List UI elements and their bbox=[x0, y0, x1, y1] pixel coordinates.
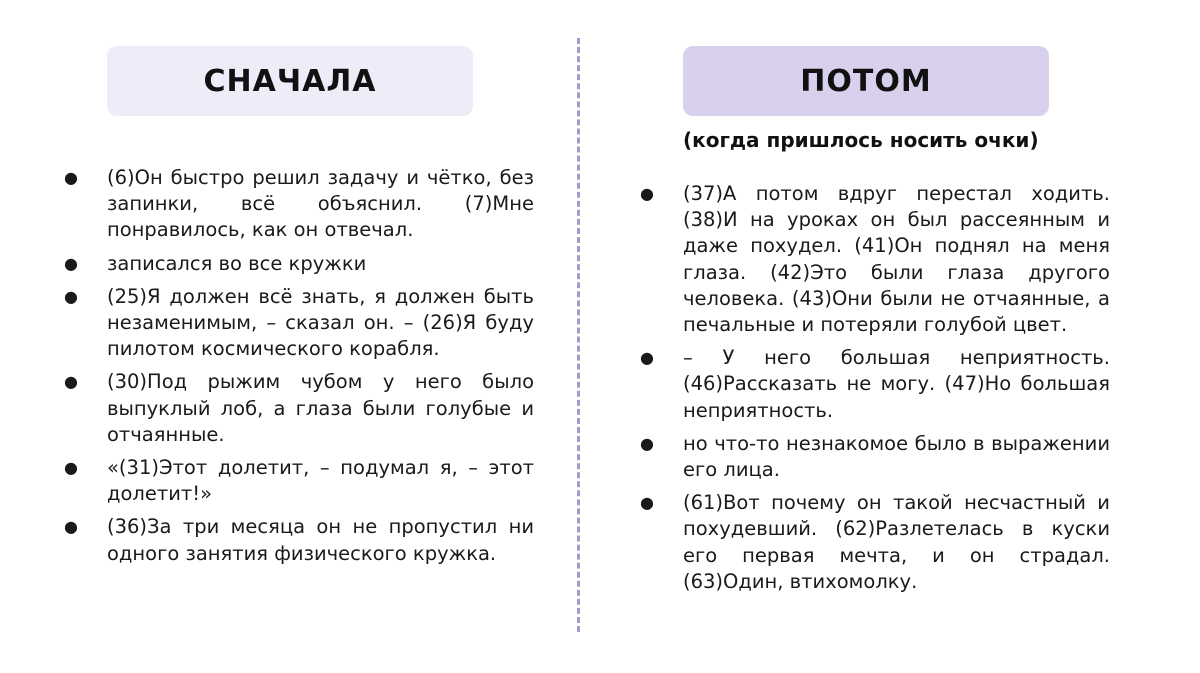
bullet-icon: ● bbox=[64, 168, 78, 187]
right-column-subtitle: (когда пришлось носить очки) bbox=[683, 128, 1039, 152]
bullet-icon: ● bbox=[640, 184, 654, 203]
list-item bbox=[62, 165, 534, 244]
bullet-icon: ● bbox=[640, 493, 654, 513]
left-column-title: СНАЧАЛА bbox=[107, 46, 473, 116]
right-quote-list bbox=[638, 181, 1110, 602]
list-item bbox=[62, 455, 534, 507]
bullet-icon: ● bbox=[64, 372, 78, 392]
bullet-icon: ● bbox=[640, 348, 654, 368]
bullet-icon: ● bbox=[64, 286, 78, 306]
list-item bbox=[638, 181, 1110, 338]
list-item bbox=[62, 514, 534, 566]
list-item-text: (37)А потом вдруг перестал ходить. (38)И на уроках он был рассеянным и даже похудел. (41)Он поднял на меня глаза. (42)Это были глаза другого человека. (43)Они были не отчаянные, а печальные и потеряли голубой цвет. bbox=[683, 182, 1110, 337]
list-item-text: (6)Он быстро решил задачу и чётко, без запинки, всё объяснил. (7)Мне понравилось, как он отвечал. bbox=[107, 166, 534, 242]
left-quote-list bbox=[62, 165, 534, 574]
right-column-title: ПОТОМ bbox=[683, 46, 1049, 116]
list-item-text: (25)Я должен всё знать, я должен быть незаменимым, – сказал он. – (26)Я буду пилотом космического корабля. bbox=[107, 284, 534, 361]
list-item bbox=[62, 284, 534, 363]
list-item bbox=[638, 490, 1110, 595]
list-item-text: (61)Вот почему он такой несчастный и похудевший. (62)Разлетелась в куски его первая мечта, и он страдал. (63)Один, втихомолку. bbox=[683, 491, 1110, 593]
bullet-icon: ● bbox=[64, 458, 78, 478]
list-item-text: (30)Под рыжим чубом у него было выпуклый лоб, а глаза были голубые и отчаянные. bbox=[107, 370, 534, 446]
list-item-text: (36)За три месяца он не пропустил ни одного занятия физического кружка. bbox=[107, 515, 534, 565]
list-item bbox=[638, 345, 1110, 424]
list-item-text: но что-то незнакомое было в выражении его лица. bbox=[683, 431, 1110, 482]
list-item bbox=[638, 431, 1110, 483]
list-item-text: записался во все кружки bbox=[107, 251, 367, 275]
bullet-icon: ● bbox=[64, 517, 78, 537]
list-item-text: «(31)Этот долетит, – подумал я, – этот долетит!» bbox=[107, 456, 534, 506]
list-item-text: – У него большая неприятность. (46)Рассказать не могу. (47)Но большая неприятность. bbox=[683, 346, 1110, 422]
bullet-icon: ● bbox=[64, 253, 78, 273]
column-divider bbox=[577, 38, 580, 632]
bullet-icon: ● bbox=[640, 433, 654, 453]
list-item bbox=[62, 251, 534, 277]
list-item bbox=[62, 369, 534, 448]
